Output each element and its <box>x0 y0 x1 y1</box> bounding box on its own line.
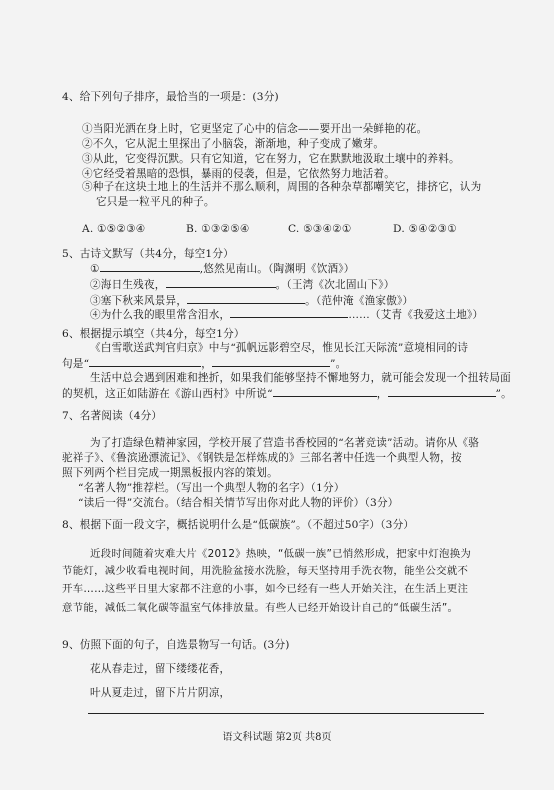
q4-sentence-5a: ⑤种子在这块土地上的生活并不那么顺利，周围的各种杂草都嘲笑它，排挤它，认为 <box>82 181 482 193</box>
q4-sentence-1: ①当阳光洒在身上时，它更坚定了心中的信念——要开出一朵鲜艳的花。 <box>82 123 428 135</box>
q6-para-2b <box>62 386 512 401</box>
q7-title: 7、名著阅读（4分） <box>62 410 163 422</box>
q9-answer-line[interactable] <box>88 713 484 714</box>
q4-option-d: D. ⑤④②③① <box>393 223 457 235</box>
q7-item-1: “名著人物”推荐栏。（写出一个典型人物的名字）（1分） <box>78 482 345 494</box>
q6-blank-4[interactable] <box>388 386 496 397</box>
q5-blank-3[interactable] <box>187 293 305 304</box>
q8-title: 8、根据下面一段文字，概括说明什么是“低碳族”。（不超过50字）（3分） <box>62 519 415 531</box>
q6-para-1b-suffix: ”。 <box>330 358 347 370</box>
q9-title: 9、仿照下面的句子，自选景物写一句话。(3分) <box>62 639 290 651</box>
q5-line-3-suffix: 。（范仲淹《渔家傲》） <box>305 295 414 307</box>
q5-blank-4[interactable] <box>230 307 348 318</box>
q5-title: 5、古诗文默写（共4分，每空1分） <box>62 248 234 260</box>
q5-line-1-suffix: ,悠然见南山。（陶渊明《饮酒》） <box>199 263 355 275</box>
q4-sentence-4: ④它经受着黑暗的恐惧，暴雨的侵袭，但是，它依然努力地活着。 <box>82 168 396 180</box>
q7-item-2: “读后一得”交流台。（结合相关情节写出你对此人物的评价）（3分） <box>78 497 399 509</box>
q4-option-c: C. ⑤③④②① <box>288 223 352 235</box>
q5-blank-1[interactable] <box>100 261 200 272</box>
q5-line-1 <box>90 261 355 276</box>
q5-line-4 <box>90 307 483 322</box>
q5-line-2-prefix: ②海日生残夜， <box>90 279 166 291</box>
q6-para-2b-mid: ， <box>376 388 388 400</box>
q4-sentence-5b: 它只是一粒平凡的种子。 <box>96 196 215 208</box>
q6-blank-3[interactable] <box>273 386 377 397</box>
q4-option-b: B. ①③②⑤④ <box>186 223 250 235</box>
q4-sentence-2: ②不久，它从泥土里探出了小脑袋，渐渐地，种子变成了嫩芽。 <box>82 138 385 150</box>
q4-sentence-3: ③从此，它变得沉默。只有它知道，它在努力，它在默默地汲取土壤中的养料。 <box>82 153 460 165</box>
q5-line-1-prefix: ① <box>90 263 100 275</box>
q8-passage-3: 开车……这些平日里大家都不注意的小事，如今已经有一些人开始关注，在生活上更注 <box>62 583 469 595</box>
q7-para-1: 为了打造绿色精神家园，学校开展了营造书香校园的“名著竞读”活动。请你从《骆 <box>90 437 480 449</box>
q6-blank-2[interactable] <box>212 356 330 367</box>
q8-passage-2: 节能灯，减少收看电视时间，用洗脸盆接水洗脸，每天坚持用手洗衣物，能坐公交就不 <box>62 565 469 577</box>
q4-option-a: A. ①⑤②③④ <box>82 223 146 235</box>
q6-para-1b-mid: ， <box>201 358 213 370</box>
q6-blank-1[interactable] <box>89 356 201 367</box>
q6-para-2b-suffix: ”。 <box>495 388 512 400</box>
q5-line-2 <box>90 277 395 292</box>
q8-passage-4: 意节能，减低二氧化碳等温室气体排放量。有些人已经开始设计自己的“低碳生活”。 <box>62 602 459 614</box>
q4-title: 4、给下列句子排序，最恰当的一项是：(3分) <box>62 91 279 103</box>
q7-para-3: 照下列两个栏目完成一期黑板报内容的策划。 <box>62 467 278 479</box>
q5-line-4-suffix: ……（艾青《我爱这土地》） <box>348 309 484 321</box>
page-footer: 语文科试题 第2页 共8页 <box>222 732 332 743</box>
q5-line-3-prefix: ③塞下秋来风景异， <box>90 295 188 307</box>
q9-example-1: 花从春走过，留下缕缕花香， <box>90 663 231 675</box>
q6-para-2a: 生活中总会遇到困难和挫折，如果我们能够坚持不懈地努力，就可能会发现一个扭转局面 <box>90 372 511 384</box>
q7-para-2: 驼祥子》、《鲁滨逊漂流记》、《钢铁是怎样炼成的》三部名著中任选一个典型人物，按 <box>62 452 462 464</box>
q6-title: 6、根据提示填空（共4分，每空1分） <box>62 328 245 340</box>
q8-passage-1: 近段时间随着灾难大片《2012》热映，“低碳一族”已悄然形成，把家中灯泡换为 <box>90 548 472 560</box>
q5-line-3 <box>90 293 413 308</box>
q6-para-1a: 《白雪歌送武判官归京》中与“孤帆远影碧空尽，惟见长江天际流”意境相同的诗 <box>90 342 469 354</box>
q5-line-4-prefix: ④为什么我的眼里常含泪水， <box>90 309 231 321</box>
q6-para-1b-prefix: 句是“ <box>62 358 90 370</box>
q5-line-2-suffix: 。（王湾《次北固山下》） <box>275 279 395 291</box>
q6-para-1b <box>62 356 346 371</box>
q5-blank-2[interactable] <box>166 277 276 288</box>
q9-example-2: 叶从夏走过，留下片片阴凉， <box>90 687 231 699</box>
q6-para-2b-prefix: 的契机，这正如陆游在《游山西村》中所说“ <box>62 388 273 400</box>
